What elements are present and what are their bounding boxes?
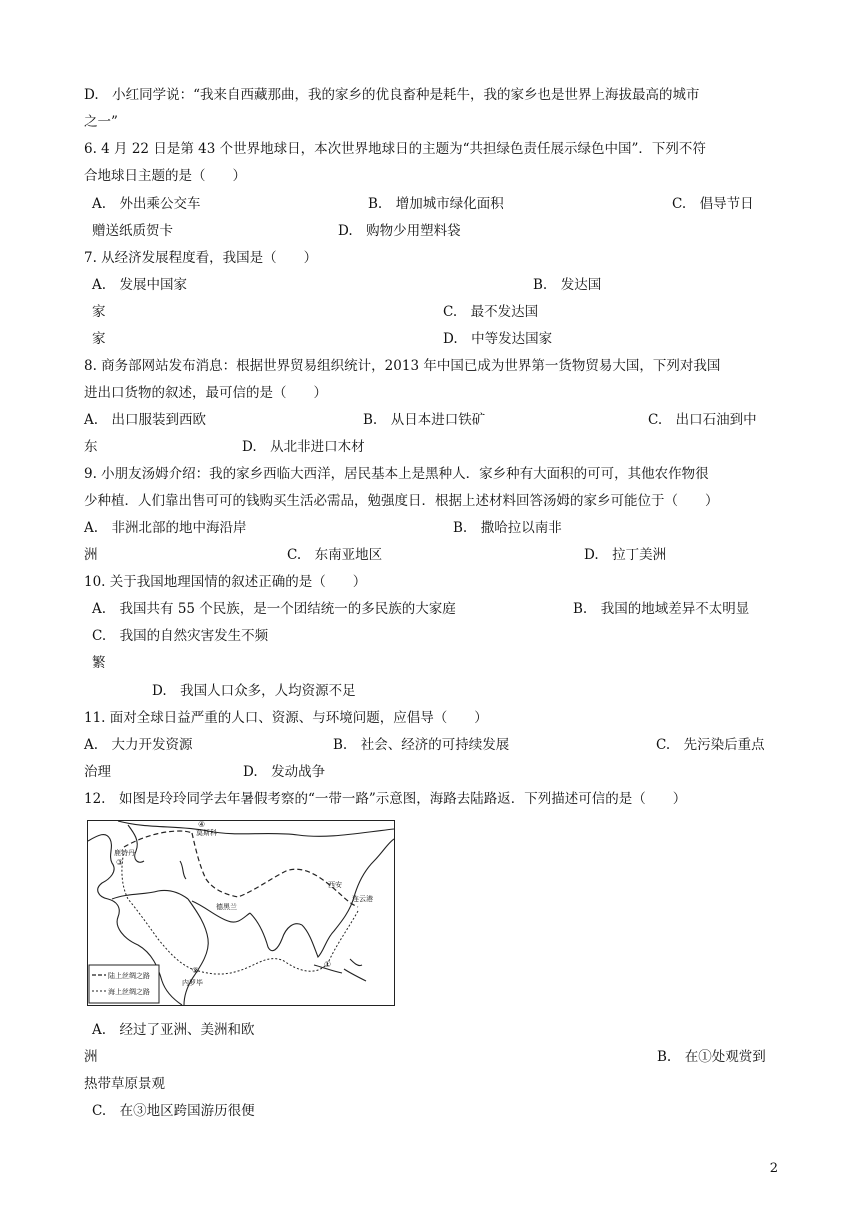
q9-option-b-part1: B. 撒哈拉以南非	[453, 520, 562, 536]
q12-option-b-part1: B. 在①处观赏到	[657, 1049, 766, 1065]
q6-option-c-part2: 赠送纸质贺卡	[92, 223, 173, 239]
map-marker-2: ②	[192, 966, 200, 975]
legend-land-route: 陆上丝绸之路	[108, 972, 150, 980]
q8-option-c-part1: C. 出口石油到中	[648, 412, 757, 428]
q8-option-b: B. 从日本进口铁矿	[363, 412, 486, 428]
q8-option-d: D. 从北非进口木材	[242, 439, 365, 455]
q7-option-b-part2: 家	[92, 304, 106, 320]
q6-option-a: A. 外出乘公交车	[92, 196, 201, 212]
q9-stem-line1: 9. 小朋友汤姆介绍：我的家乡西临大西洋，居民基本上是黑种人．家乡种有大面积的可可，其他农作物很	[84, 466, 709, 482]
q9-option-c: C. 东南亚地区	[287, 547, 383, 563]
q12-option-b-part2: 热带草原景观	[84, 1076, 165, 1092]
map-label-xian: 西安	[328, 881, 342, 889]
q10-option-b: B. 我国的地域差异不太明显	[573, 601, 750, 617]
map-label-rotterdam: 鹿特丹	[114, 849, 135, 857]
q8-stem-line2: 进出口货物的叙述，最可信的是（ ）	[84, 385, 327, 401]
map-marker-3: ③	[116, 858, 124, 867]
q10-option-c-part2: 繁	[92, 655, 106, 671]
map-label-lianyungang: 连云港	[352, 895, 373, 903]
q10-option-a: A. 我国共有 55 个民族，是一个团结统一的多民族的大家庭	[92, 601, 456, 617]
q7-option-d: D. 中等发达国家	[443, 331, 553, 347]
map-marker-4: ④	[198, 821, 206, 829]
q11-stem: 11. 面对全球日益严重的人口、资源、与环境问题，应倡导（ ）	[84, 710, 488, 726]
q11-option-c-part2: 治理	[84, 764, 111, 780]
page-number: 2	[769, 1161, 778, 1176]
map-marker-1: ①	[324, 960, 332, 969]
q8-stem-line1: 8. 商务部网站发布消息：根据世界贸易组织统计，2013 年中国已成为世界第一货物贸易大国，下列对我国	[84, 358, 721, 374]
q6-stem-line2: 合地球日主题的是（ ）	[84, 168, 246, 184]
q7-stem: 7. 从经济发展程度看，我国是（ ）	[84, 250, 318, 266]
legend-sea-route: 海上丝绸之路	[108, 988, 150, 996]
q10-option-c-part1: C. 我国的自然灾害发生不频	[92, 628, 269, 644]
q12-stem: 12. 如图是玲玲同学去年暑假考察的“一带一路”示意图，海路去陆路返．下列描述可信的是（ ）	[84, 791, 687, 807]
q9-option-a: A. 非洲北部的地中海沿岸	[84, 520, 247, 536]
q10-option-d: D. 我国人口众多，人均资源不足	[152, 683, 356, 699]
q7-option-c-part2: 家	[92, 331, 106, 347]
q12-option-a-part1: A. 经过了亚洲、美洲和欧	[92, 1022, 255, 1038]
q12-option-c: C. 在③地区跨国游历很便	[92, 1103, 255, 1119]
belt-and-road-map	[87, 820, 395, 1006]
q10-stem: 10. 关于我国地理国情的叙述正确的是（ ）	[84, 574, 367, 590]
q11-option-a: A. 大力开发资源	[84, 737, 193, 753]
map-label-moscow: 莫斯科	[196, 829, 217, 837]
q7-option-b-part1: B. 发达国	[533, 277, 602, 293]
q9-stem-line2: 少种植．人们靠出售可可的钱购买生活必需品，勉强度日．根据上述材料回答汤姆的家乡可能位于（ ）	[84, 493, 719, 509]
q6-stem-line1: 6. 4 月 22 日是第 43 个世界地球日，本次世界地球日的主题为“共担绿色责任展示绿色中国”．下列不符	[84, 141, 706, 157]
q8-option-a: A. 出口服装到西欧	[84, 412, 207, 428]
map-legend	[89, 965, 159, 1003]
q5-option-d-line1: D. 小红同学说：“我来自西藏那曲，我的家乡的优良畜种是耗牛，我的家乡也是世界上海拔最高的城市	[84, 87, 700, 103]
q12-option-a-part2: 洲	[84, 1049, 98, 1065]
q7-option-a: A. 发展中国家	[92, 277, 188, 293]
q11-option-c-part1: C. 先污染后重点	[656, 737, 765, 753]
q9-option-d: D. 拉丁美洲	[584, 547, 667, 563]
q5-option-d-line2: 之一”	[84, 114, 118, 130]
q11-option-d: D. 发动战争	[243, 764, 326, 780]
q6-option-b: B. 增加城市绿化面积	[368, 196, 504, 212]
q7-option-c-part1: C. 最不发达国	[443, 304, 539, 320]
q6-option-d: D. 购物少用塑料袋	[338, 223, 461, 239]
q9-option-b-part2: 洲	[84, 547, 98, 563]
q8-option-c-part2: 东	[84, 439, 98, 455]
map-label-nairobi: 内罗毕	[182, 979, 203, 987]
map-label-tehran: 德黑兰	[216, 903, 237, 911]
q11-option-b: B. 社会、经济的可持续发展	[333, 737, 510, 753]
q6-option-c-part1: C. 倡导节日	[672, 196, 754, 212]
